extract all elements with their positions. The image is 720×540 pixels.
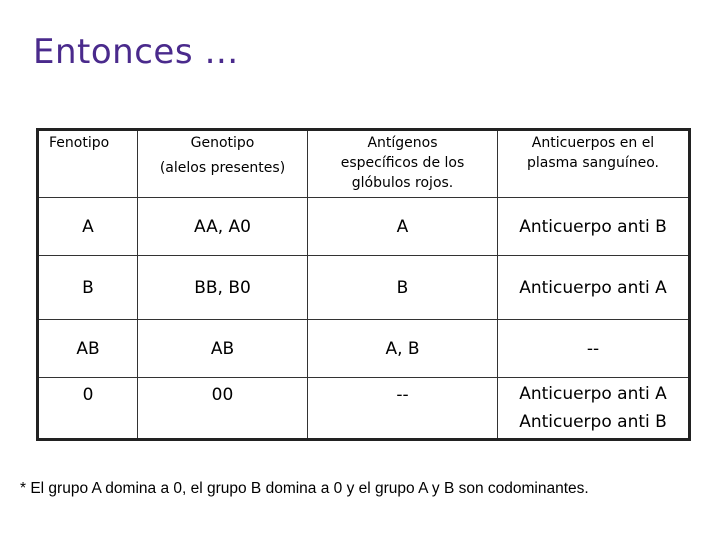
cell-antigenos: A, B xyxy=(308,320,498,378)
footnote: * El grupo A domina a 0, el grupo B domina a 0 y el grupo A y B son codominantes. xyxy=(20,480,589,497)
cell-anticuerpos xyxy=(498,198,690,256)
cell-anticuerpos-line1: Anticuerpo anti B xyxy=(519,216,667,237)
header-anticuerpos xyxy=(498,130,690,198)
header-genotipo-line2: (alelos presentes) xyxy=(159,160,286,176)
header-antigenos-line2: específicos de los glóbulos rojos. xyxy=(340,155,465,191)
table-row-a xyxy=(38,198,690,256)
header-anticuerpos-line1: Anticuerpos en el xyxy=(531,135,655,151)
cell-anticuerpos xyxy=(498,256,690,320)
cell-anticuerpos-line2: Anticuerpo anti B xyxy=(519,412,667,432)
cell-anticuerpos-line1: Anticuerpo anti A xyxy=(519,277,667,298)
header-genotipo xyxy=(138,130,308,198)
table-header-row xyxy=(38,130,690,198)
cell-anticuerpos-line1: Anticuerpo anti A xyxy=(519,384,667,404)
table-row-0 xyxy=(38,378,690,440)
header-genotipo-line1: Genotipo xyxy=(190,135,255,151)
cell-antigenos: A xyxy=(308,198,498,256)
cell-antigenos: -- xyxy=(308,378,498,440)
table-row-ab xyxy=(38,320,690,378)
blood-group-table xyxy=(36,128,691,441)
cell-fenotipo: AB xyxy=(38,320,138,378)
header-anticuerpos-line2: plasma sanguíneo. xyxy=(527,155,659,171)
cell-genotipo: AB xyxy=(138,320,308,378)
cell-fenotipo: 0 xyxy=(38,378,138,440)
cell-anticuerpos xyxy=(498,320,690,378)
header-fenotipo-label: Fenotipo xyxy=(49,135,110,151)
cell-fenotipo: A xyxy=(38,198,138,256)
cell-anticuerpos xyxy=(498,378,690,440)
cell-antigenos: B xyxy=(308,256,498,320)
table-row-b xyxy=(38,256,690,320)
header-antigenos-line1: Antígenos xyxy=(367,135,438,151)
header-fenotipo xyxy=(38,130,138,198)
cell-anticuerpos-line1: -- xyxy=(586,338,600,359)
cell-genotipo: BB, B0 xyxy=(138,256,308,320)
cell-genotipo: AA, A0 xyxy=(138,198,308,256)
header-antigenos xyxy=(308,130,498,198)
slide-title: Entonces … xyxy=(33,32,239,72)
cell-genotipo: 00 xyxy=(138,378,308,440)
cell-fenotipo: B xyxy=(38,256,138,320)
